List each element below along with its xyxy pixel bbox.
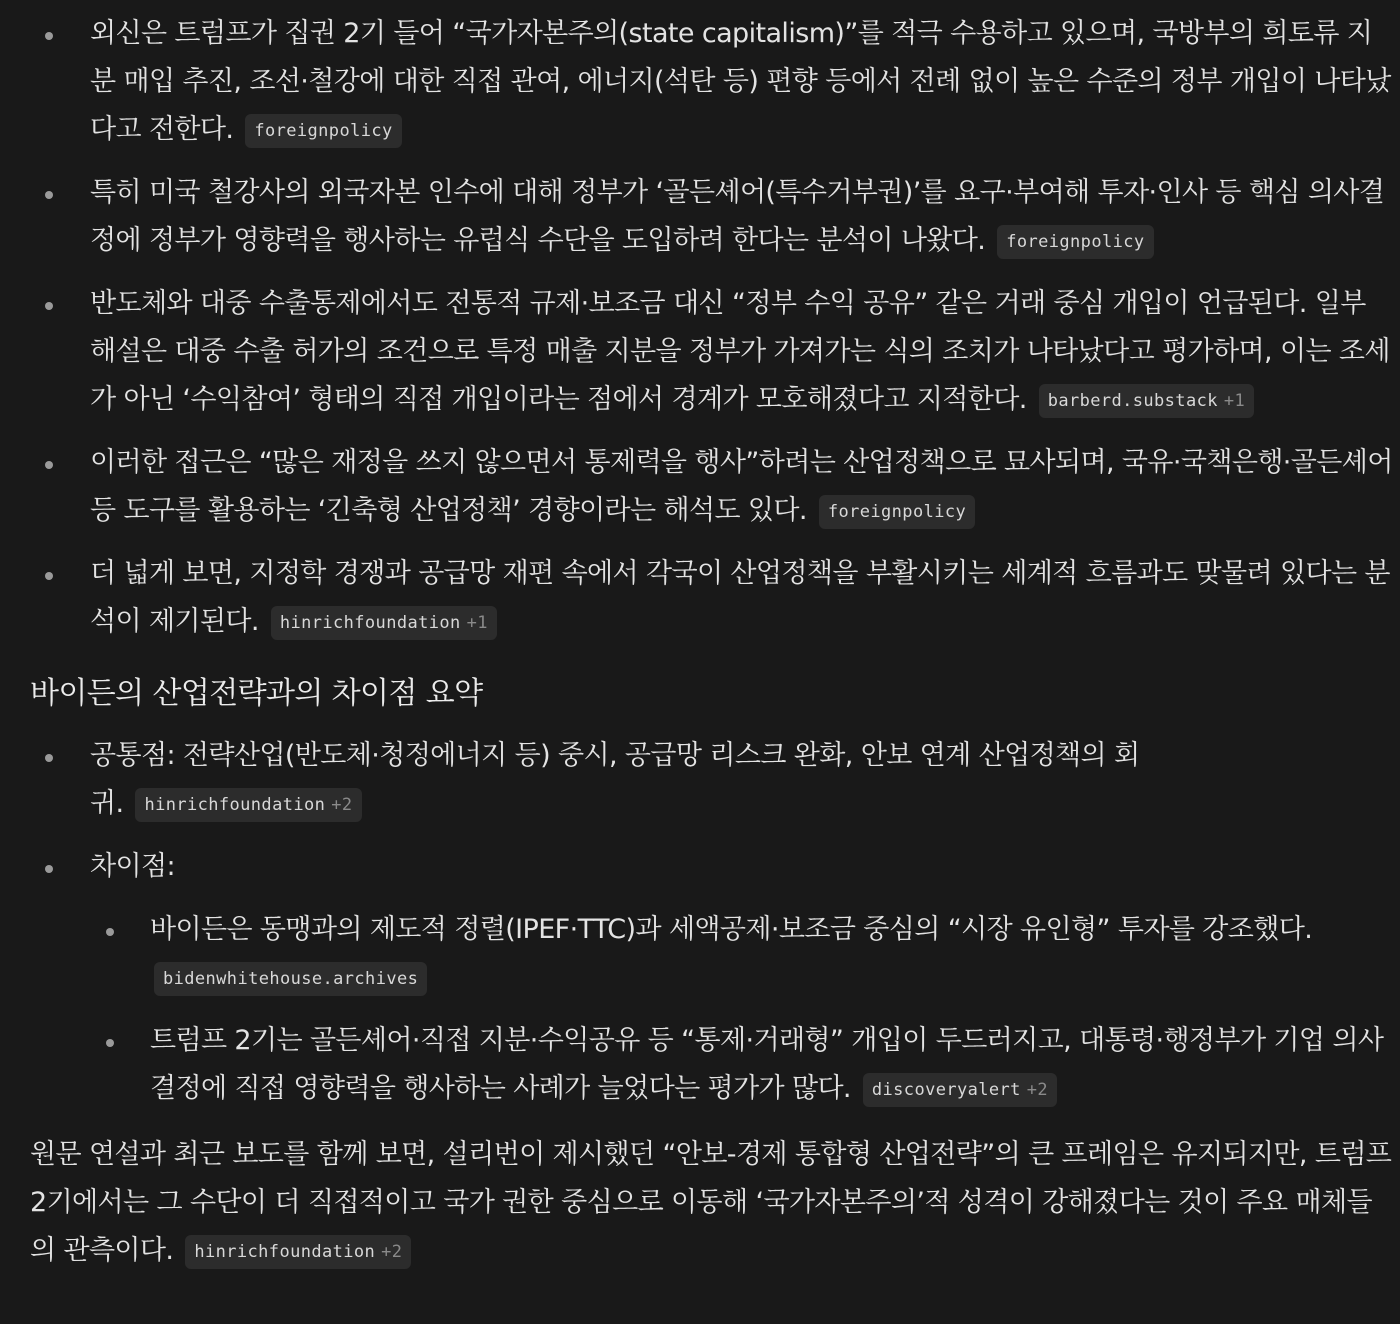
citation-chip[interactable] <box>1039 384 1254 418</box>
citation-source: foreignpolicy <box>1006 232 1145 252</box>
citation-source: hinrichfoundation <box>144 795 326 815</box>
summary-text: 원문 연설과 최근 보도를 함께 보면, 설리번이 제시했던 “안보-경제 통합형 산업전략”의 큰 프레임은 유지되지만, 트럼프 2기에서는 그 수단이 더 직접적이고 국가 권한 중심으로 이동해 ‘국가자본주의’적 성격이 강해졌다는 것이 주요 매체들의 관측이다. <box>30 1139 1392 1266</box>
list-item-text: 더 넓게 보면, 지정학 경쟁과 공급망 재편 속에서 각국이 산업정책을 부활시키는 세계적 흐름과도 맞물려 있다는 분석이 제기된다. <box>90 558 1390 637</box>
citation-source: foreignpolicy <box>827 502 967 522</box>
differences-sublist <box>90 906 1396 1113</box>
citation-source: foreignpolicy <box>254 121 393 141</box>
list-item-text: 반도체와 대중 수출통제에서도 전통적 규제·보조금 대신 “정부 수익 공유” 같은 거래 중심 개입이 언급된다. 일부 해설은 대중 수출 허가의 조건으로 특정 매출 지분을 정부가 가져가는 식의 조치가 나타났다고 평가하며, 이는 조세가 아닌 ‘수익참여’ 형태의 직접 개입이라는 점에서 경계가 모호해졌다고 지적한다. <box>90 288 1390 415</box>
citation-chip[interactable] <box>135 788 361 822</box>
citation-more-count: +2 <box>1026 1080 1049 1100</box>
citation-chip[interactable] <box>185 1235 411 1269</box>
list-item <box>0 169 1400 265</box>
section-heading: 바이든의 산업전략과의 차이점 요약 <box>30 676 483 711</box>
list-item <box>90 1017 1396 1113</box>
findings-list <box>0 10 1400 646</box>
list-item-text: 외신은 트럼프가 집권 2기 들어 “국가자본주의(state capitalism)”를 적극 수용하고 있으며, 국방부의 희토류 지분 매입 추진, 조선·철강에 대한 직접 관여, 에너지(석탄 등) 편향 등에서 전례 없이 높은 수준의 정부 개입이 나타났다고 전한다. <box>90 18 1391 145</box>
chat-response <box>0 10 1400 1275</box>
list-item-text: 특히 미국 철강사의 외국자본 인수에 대해 정부가 ‘골든셰어(특수거부권)’를 요구·부여해 투자·인사 등 핵심 의사결정에 정부가 영향력을 행사하는 유럽식 수단을 도입하려 한다는 분석이 나왔다. <box>90 177 1385 256</box>
citation-source: discoveryalert <box>871 1080 1021 1100</box>
list-item-text: 바이든은 동맹과의 제도적 정렬(IPEF·TTC)과 세액공제·보조금 중심의 “시장 유인형” 투자를 강조했다. <box>150 914 1313 945</box>
list-item-text: 공통점: 전략산업(반도체·청정에너지 등) 중시, 공급망 리스크 완화, 안보 연계 산업정책의 회귀. <box>90 740 1140 819</box>
citation-chip[interactable] <box>863 1073 1057 1107</box>
list-item <box>0 280 1400 424</box>
list-item <box>0 10 1400 154</box>
citation-source: hinrichfoundation <box>194 1242 376 1262</box>
list-item-differences <box>0 843 1400 1113</box>
citation-chip[interactable] <box>271 606 497 640</box>
citation-chip[interactable] <box>245 114 401 148</box>
citation-more-count: +1 <box>466 613 488 633</box>
citation-source: hinrichfoundation <box>279 613 461 633</box>
comparison-list <box>0 732 1400 1113</box>
citation-more-count: +2 <box>381 1242 403 1262</box>
citation-source: bidenwhitehouse.archives <box>163 969 419 989</box>
list-item <box>90 906 1396 1002</box>
list-item-common <box>0 732 1400 828</box>
citation-more-count: +2 <box>331 795 353 815</box>
citation-chip[interactable] <box>819 495 975 529</box>
citation-more-count: +1 <box>1223 391 1246 411</box>
citation-source: barberd.substack <box>1047 391 1218 411</box>
citation-chip[interactable] <box>154 962 427 996</box>
list-item-text: 이러한 접근은 “많은 재정을 쓰지 않으면서 통제력을 행사”하려는 산업정책으로 묘사되며, 국유·국책은행·골든셰어 등 도구를 활용하는 ‘긴축형 산업정책’ 경향이라는 해석도 있다. <box>90 447 1393 526</box>
differences-label: 차이점: <box>90 851 175 882</box>
list-item <box>0 550 1400 646</box>
summary-paragraph <box>30 1131 1400 1275</box>
list-item-text: 트럼프 2기는 골든셰어·직접 지분·수익공유 등 “통제·거래형” 개입이 두드러지고, 대통령·행정부가 기업 의사결정에 직접 영향력을 행사하는 사례가 늘었다는 평가가 많다. <box>150 1025 1384 1104</box>
list-item <box>0 439 1400 535</box>
citation-chip[interactable] <box>997 225 1153 259</box>
